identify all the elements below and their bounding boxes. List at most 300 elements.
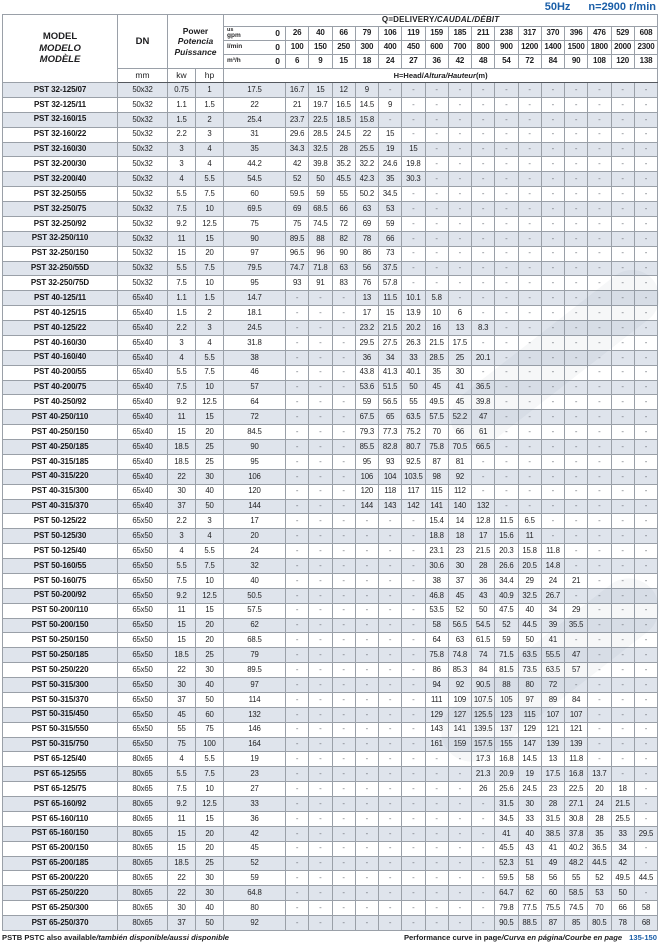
head-value: - xyxy=(472,826,495,841)
hp-value: 12.5 xyxy=(196,216,224,231)
power-label-fr: Puissance xyxy=(174,46,217,57)
head-value: - xyxy=(634,588,657,603)
table-header xyxy=(3,15,658,83)
hp-value: 40 xyxy=(196,678,224,693)
head-value: 104 xyxy=(379,469,402,484)
head-value: 6.5 xyxy=(518,514,541,529)
hp-value: 7.5 xyxy=(196,559,224,574)
kw-value: 55 xyxy=(168,722,196,737)
head-value: 73 xyxy=(379,246,402,261)
head-value: 40.1 xyxy=(402,365,425,380)
head-value: 74.5 xyxy=(565,901,588,916)
head-value: 14.5 xyxy=(355,97,378,112)
model-name: PST 40-125/11 xyxy=(3,291,118,306)
head-value: - xyxy=(402,514,425,529)
head-value: - xyxy=(565,633,588,648)
hp-value: 20 xyxy=(196,841,224,856)
head-value: 86 xyxy=(355,246,378,261)
head-value: 58 xyxy=(425,618,448,633)
head-value: - xyxy=(332,633,355,648)
table-row xyxy=(3,261,658,276)
table-row xyxy=(3,306,658,321)
hp-value: 7.5 xyxy=(196,365,224,380)
frequency-label: 50Hz xyxy=(544,1,571,13)
head-value: - xyxy=(309,440,332,455)
head-value: - xyxy=(565,410,588,425)
model-name: PST 65-250/220 xyxy=(3,886,118,901)
head-value: - xyxy=(448,202,471,217)
head-value: 87 xyxy=(425,454,448,469)
head-value: - xyxy=(541,172,564,187)
hp-value: 50 xyxy=(196,692,224,707)
hp-value: 10 xyxy=(196,573,224,588)
head-value: - xyxy=(634,797,657,812)
head-value: - xyxy=(402,588,425,603)
head-value: - xyxy=(634,856,657,871)
head-value: - xyxy=(518,187,541,202)
head-value: 72 xyxy=(541,678,564,693)
head-value: 70.5 xyxy=(448,440,471,455)
head-value: - xyxy=(565,112,588,127)
kw-value: 18.5 xyxy=(168,648,196,663)
head-value: 57.8 xyxy=(379,276,402,291)
head-value: 43 xyxy=(472,588,495,603)
head-value: 23.1 xyxy=(425,544,448,559)
head-value: - xyxy=(634,737,657,752)
hp-value: 15 xyxy=(196,231,224,246)
head-value: - xyxy=(634,246,657,261)
head-value: - xyxy=(588,127,611,142)
head-value: - xyxy=(425,112,448,127)
head-value: 28 xyxy=(588,811,611,826)
head-value: 54.5 xyxy=(472,618,495,633)
head-value: 54.5 xyxy=(224,172,286,187)
head-value: 15 xyxy=(402,142,425,157)
head-value: - xyxy=(634,499,657,514)
head-value: 78 xyxy=(611,916,634,931)
head-value: 50 xyxy=(518,633,541,648)
head-value: - xyxy=(332,841,355,856)
table-row xyxy=(3,663,658,678)
head-value: - xyxy=(379,559,402,574)
head-value: 11 xyxy=(518,529,541,544)
head-value: - xyxy=(472,202,495,217)
head-value: - xyxy=(634,618,657,633)
head-value: - xyxy=(402,663,425,678)
head-value: 56.5 xyxy=(379,395,402,410)
head-value: - xyxy=(611,454,634,469)
hp-value: 40 xyxy=(196,901,224,916)
kw-value: 22 xyxy=(168,886,196,901)
head-value: 17.5 xyxy=(541,767,564,782)
head-value: - xyxy=(355,618,378,633)
dn-value: 65x50 xyxy=(118,603,168,618)
head-value: 22 xyxy=(355,127,378,142)
model-name: PST 50-200/110 xyxy=(3,603,118,618)
head-value: 23 xyxy=(541,782,564,797)
table-row xyxy=(3,544,658,559)
head-value: 15.6 xyxy=(495,529,518,544)
page-conditions xyxy=(545,1,656,13)
head-value: 16.8 xyxy=(495,752,518,767)
head-value: - xyxy=(286,663,309,678)
m3h-flow-value: 48 xyxy=(472,55,495,69)
head-value: 69.5 xyxy=(224,202,286,217)
head-value: - xyxy=(286,529,309,544)
head-value: - xyxy=(611,559,634,574)
dn-value: 65x50 xyxy=(118,707,168,722)
head-value: 25.4 xyxy=(224,112,286,127)
head-value: - xyxy=(448,142,471,157)
model-name: PST 50-200/150 xyxy=(3,618,118,633)
head-value: 12.8 xyxy=(472,514,495,529)
kw-value: 30 xyxy=(168,484,196,499)
head-value: 26.7 xyxy=(541,588,564,603)
head-value: - xyxy=(332,722,355,737)
head-value: - xyxy=(448,782,471,797)
dn-value: 50x32 xyxy=(118,261,168,276)
head-value: - xyxy=(634,678,657,693)
head-value: - xyxy=(472,112,495,127)
head-value: - xyxy=(518,276,541,291)
head-value: - xyxy=(309,871,332,886)
head-value: - xyxy=(448,172,471,187)
head-value: - xyxy=(448,871,471,886)
head-value: - xyxy=(611,231,634,246)
head-value: 25.5 xyxy=(355,142,378,157)
head-value: 106 xyxy=(355,469,378,484)
head-value: - xyxy=(286,469,309,484)
head-value: 59 xyxy=(309,187,332,202)
model-name: PST 32-250/75D xyxy=(3,276,118,291)
head-value: - xyxy=(611,97,634,112)
hp-value: 7.5 xyxy=(196,767,224,782)
head-value: - xyxy=(611,306,634,321)
head-value: 29 xyxy=(518,573,541,588)
head-value: - xyxy=(425,886,448,901)
head-value: - xyxy=(588,306,611,321)
head-value: 155 xyxy=(495,737,518,752)
head-value: - xyxy=(634,231,657,246)
head-value: - xyxy=(541,380,564,395)
head-value: 112 xyxy=(448,484,471,499)
head-value: - xyxy=(518,246,541,261)
head-value: 19.7 xyxy=(309,97,332,112)
head-value: - xyxy=(402,692,425,707)
model-name: PST 32-250/110 xyxy=(3,231,118,246)
head-value: 57.5 xyxy=(224,603,286,618)
hp-value: 4 xyxy=(196,142,224,157)
hp-value: 10 xyxy=(196,202,224,217)
head-value: 41 xyxy=(495,826,518,841)
head-value: - xyxy=(286,291,309,306)
head-value: 35 xyxy=(379,172,402,187)
head-value: - xyxy=(448,886,471,901)
head-value: 38.5 xyxy=(541,826,564,841)
head-value: - xyxy=(309,856,332,871)
hp-unit-label: hp xyxy=(196,69,224,83)
head-value: 26 xyxy=(472,782,495,797)
model-name: PST 32-160/30 xyxy=(3,142,118,157)
gpm-flow-value: 608 xyxy=(634,27,657,41)
head-value: - xyxy=(588,112,611,127)
performance-curve-note: Performance curve in page/Curva en página/Courbe en page xyxy=(403,933,623,942)
dn-value: 50x32 xyxy=(118,216,168,231)
gpm-flow-value: 317 xyxy=(518,27,541,41)
head-value: - xyxy=(611,246,634,261)
head-value: - xyxy=(448,216,471,231)
kw-value: 3 xyxy=(168,142,196,157)
kw-value: 11 xyxy=(168,231,196,246)
head-value: - xyxy=(448,916,471,931)
head-value: - xyxy=(634,440,657,455)
head-value: - xyxy=(495,365,518,380)
head-value: 10.1 xyxy=(402,291,425,306)
head-value: 29.5 xyxy=(355,335,378,350)
head-value: 74.8 xyxy=(448,648,471,663)
table-row xyxy=(3,499,658,514)
head-value: - xyxy=(332,469,355,484)
head-value: - xyxy=(565,544,588,559)
head-value: - xyxy=(611,395,634,410)
head-value: - xyxy=(634,782,657,797)
head-value: - xyxy=(332,544,355,559)
head-value: - xyxy=(309,484,332,499)
head-value: 25.6 xyxy=(495,782,518,797)
head-value: 52.2 xyxy=(448,410,471,425)
head-value: - xyxy=(309,559,332,574)
hp-value: 50 xyxy=(196,499,224,514)
head-value: 64.8 xyxy=(224,886,286,901)
head-value: - xyxy=(332,410,355,425)
head-value: 85.3 xyxy=(448,663,471,678)
head-value: - xyxy=(286,410,309,425)
head-value: - xyxy=(309,752,332,767)
table-row xyxy=(3,916,658,931)
head-value: - xyxy=(448,246,471,261)
head-value: - xyxy=(402,856,425,871)
head-value: - xyxy=(286,395,309,410)
head-value: - xyxy=(379,573,402,588)
head-value: - xyxy=(588,395,611,410)
head-value: - xyxy=(309,663,332,678)
hp-value: 4 xyxy=(196,529,224,544)
head-value: 49.5 xyxy=(425,395,448,410)
head-value: - xyxy=(588,707,611,722)
kw-value: 1.5 xyxy=(168,112,196,127)
hp-value: 12.5 xyxy=(196,797,224,812)
head-value: 25.5 xyxy=(611,811,634,826)
head-value: - xyxy=(541,83,564,98)
head-value: - xyxy=(286,484,309,499)
lmin-flow-value: 800 xyxy=(472,41,495,55)
head-value: - xyxy=(588,588,611,603)
head-value: - xyxy=(286,365,309,380)
table-row xyxy=(3,112,658,127)
m3h-flow-value: 18 xyxy=(355,55,378,69)
head-value: - xyxy=(286,648,309,663)
head-value: - xyxy=(309,692,332,707)
head-value: - xyxy=(355,901,378,916)
head-value: - xyxy=(402,782,425,797)
head-value: - xyxy=(611,633,634,648)
head-value: - xyxy=(541,469,564,484)
head-value: 90.5 xyxy=(495,916,518,931)
head-value: - xyxy=(472,172,495,187)
head-value: - xyxy=(611,752,634,767)
head-value: - xyxy=(402,811,425,826)
head-value: - xyxy=(588,469,611,484)
model-name: PST 65-160/92 xyxy=(3,797,118,812)
head-value: 9 xyxy=(355,83,378,98)
head-value: - xyxy=(634,752,657,767)
head-value: - xyxy=(611,573,634,588)
head-value: - xyxy=(448,752,471,767)
kw-value: 11 xyxy=(168,603,196,618)
head-value: 53 xyxy=(588,886,611,901)
head-value: 20.3 xyxy=(495,544,518,559)
lmin-flow-value: 2300 xyxy=(634,41,657,55)
head-value: - xyxy=(379,901,402,916)
head-value: - xyxy=(588,752,611,767)
head-value: 45 xyxy=(448,588,471,603)
head-value: - xyxy=(634,157,657,172)
head-value: - xyxy=(332,425,355,440)
kw-value: 45 xyxy=(168,707,196,722)
head-value: - xyxy=(425,767,448,782)
table-row xyxy=(3,603,658,618)
hp-value: 15 xyxy=(196,603,224,618)
head-value: - xyxy=(565,261,588,276)
head-value: - xyxy=(448,826,471,841)
head-value: 52 xyxy=(448,603,471,618)
dn-value: 80x65 xyxy=(118,752,168,767)
head-value: - xyxy=(518,231,541,246)
head-value: - xyxy=(634,648,657,663)
dn-value: 80x65 xyxy=(118,856,168,871)
head-value: 73.5 xyxy=(518,663,541,678)
hp-value: 25 xyxy=(196,856,224,871)
head-value: - xyxy=(332,335,355,350)
head-value: - xyxy=(379,707,402,722)
head-value: 50 xyxy=(309,172,332,187)
speed-label: n=2900 r/min xyxy=(588,1,656,13)
head-value: - xyxy=(634,633,657,648)
head-value: - xyxy=(286,544,309,559)
head-value: - xyxy=(309,454,332,469)
kw-value: 1.5 xyxy=(168,306,196,321)
head-value: 38 xyxy=(425,573,448,588)
head-value: - xyxy=(379,856,402,871)
head-value: 63 xyxy=(355,202,378,217)
head-value: - xyxy=(425,871,448,886)
head-value: - xyxy=(425,841,448,856)
head-value: 164 xyxy=(224,737,286,752)
head-value: - xyxy=(402,707,425,722)
head-value: 89 xyxy=(541,692,564,707)
dn-value: 65x50 xyxy=(118,618,168,633)
head-value: - xyxy=(425,231,448,246)
head-value: - xyxy=(565,678,588,693)
head-value: - xyxy=(541,425,564,440)
dn-value: 80x65 xyxy=(118,767,168,782)
head-value: - xyxy=(309,618,332,633)
head-value: - xyxy=(472,797,495,812)
head-value: - xyxy=(355,648,378,663)
head-value: - xyxy=(402,544,425,559)
model-name: PST 50-315/550 xyxy=(3,722,118,737)
head-value: - xyxy=(634,380,657,395)
head-value: 24 xyxy=(588,797,611,812)
dn-value: 65x40 xyxy=(118,335,168,350)
head-value: - xyxy=(379,618,402,633)
table-row xyxy=(3,559,658,574)
head-value: - xyxy=(402,97,425,112)
head-value: 139.5 xyxy=(472,722,495,737)
dn-value: 65x50 xyxy=(118,588,168,603)
head-value: 52.3 xyxy=(495,856,518,871)
head-value: 15 xyxy=(379,127,402,142)
table-row xyxy=(3,618,658,633)
kw-value: 9.2 xyxy=(168,797,196,812)
head-value: - xyxy=(402,737,425,752)
head-value: 21 xyxy=(286,97,309,112)
head-value: - xyxy=(286,573,309,588)
head-value: - xyxy=(332,454,355,469)
model-name: PST 65-160/110 xyxy=(3,811,118,826)
head-value: - xyxy=(309,648,332,663)
dn-value: 50x32 xyxy=(118,97,168,112)
lmin-flow-value: 700 xyxy=(448,41,471,55)
head-value: - xyxy=(472,306,495,321)
head-value: - xyxy=(541,97,564,112)
head-value: 88 xyxy=(495,678,518,693)
kw-value: 15 xyxy=(168,826,196,841)
head-value: 11.5 xyxy=(379,291,402,306)
head-value: 24.5 xyxy=(332,127,355,142)
head-value: 109 xyxy=(448,692,471,707)
head-value: - xyxy=(634,350,657,365)
dn-value: 80x65 xyxy=(118,916,168,931)
head-value: 53 xyxy=(379,202,402,217)
head-value: - xyxy=(379,752,402,767)
head-value: 56 xyxy=(541,871,564,886)
head-value: - xyxy=(425,901,448,916)
model-name: PST 50-125/30 xyxy=(3,529,118,544)
head-value: 33 xyxy=(611,826,634,841)
head-value: 88 xyxy=(309,231,332,246)
table-row xyxy=(3,737,658,752)
head-value: - xyxy=(309,321,332,336)
head-value: - xyxy=(472,246,495,261)
model-name: PST 50-250/150 xyxy=(3,633,118,648)
head-value: 129 xyxy=(518,722,541,737)
availability-note: PSTB PSTC also available/también disponible/aussi disponible xyxy=(2,933,230,942)
head-value: - xyxy=(379,112,402,127)
head-value: - xyxy=(402,246,425,261)
head-value: - xyxy=(634,529,657,544)
head-value: 84 xyxy=(472,663,495,678)
head-value: - xyxy=(286,871,309,886)
head-value: 97 xyxy=(224,678,286,693)
head-value: - xyxy=(472,83,495,98)
dn-value: 65x40 xyxy=(118,365,168,380)
head-value: - xyxy=(402,722,425,737)
head-value: - xyxy=(518,440,541,455)
head-value: 26.6 xyxy=(495,559,518,574)
model-name: PST 32-160/15 xyxy=(3,112,118,127)
head-value: - xyxy=(472,187,495,202)
